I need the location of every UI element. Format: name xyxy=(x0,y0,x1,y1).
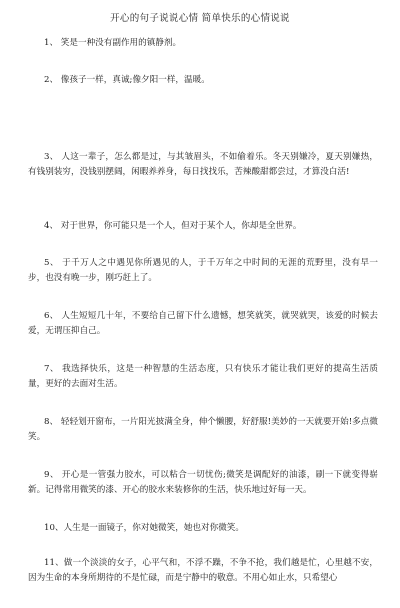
paragraph-2: 2、 像孩子一样，真诚;像夕阳一样，温暖。 xyxy=(44,75,210,85)
paragraph-6: 6、 人生短短几十年，不要给自己留下什么遗憾，想笑就笑，就哭就哭，该爱的时候去爱，无谓压抑自己。 xyxy=(28,311,378,336)
paragraph-7: 7、 我选择快乐，这是一种智慧的生活态度，只有快乐才能让我们更好的提高生活质量，更好的去面对生活。 xyxy=(28,364,378,389)
paragraph-9: 9、 开心是一管强力胶水，可以粘合一切忧伤;微笑是调配好的油漆，刷一下就变得崭新。记得常用微笑的漆、开心的胶水来装修你的生活，快乐地过好每一天。 xyxy=(28,470,378,495)
paragraph-11: 11、做一个淡淡的女子，心平气和，不浮不躁，不争不抢，我们越是忙，心里越不安，因为生命的本身所期待的不是忙碌，而是宁静中的敬意。不用心如止水，只希望心 xyxy=(28,558,378,583)
paragraph-8: 8、 轻轻划开窗布，一片阳光披满全身，伸个懒腰，好舒服!美妙的一天就要开始!多点微笑。 xyxy=(28,417,378,442)
page-title: 开心的句子说说心情 简单快乐的心情说说 xyxy=(110,13,290,24)
paragraph-5: 5、 于千万人之中遇见你所遇见的人，于千万年之中时间的无涯的荒野里，没有早一步，也没有晚一步，刚巧赶上了。 xyxy=(28,258,378,283)
paragraph-4: 4、 对于世界，你可能只是一个人，但对于某个人，你却是全世界。 xyxy=(44,221,302,231)
paragraph-1: 1、 笑是一种没有副作用的镇静剂。 xyxy=(44,38,182,48)
paragraph-3: 3、 人这一辈子，怎么都是过，与其皱眉头，不如偷着乐。冬天别嫌冷，夏天别嫌热，有钱别装穷，没钱别摆阔，闲暇养养身，每日找找乐，苦辣酸甜都尝过，才算没白活! xyxy=(28,152,378,177)
paragraph-10: 10、人生是一面镜子，你对她微笑，她也对你微笑。 xyxy=(44,523,244,533)
